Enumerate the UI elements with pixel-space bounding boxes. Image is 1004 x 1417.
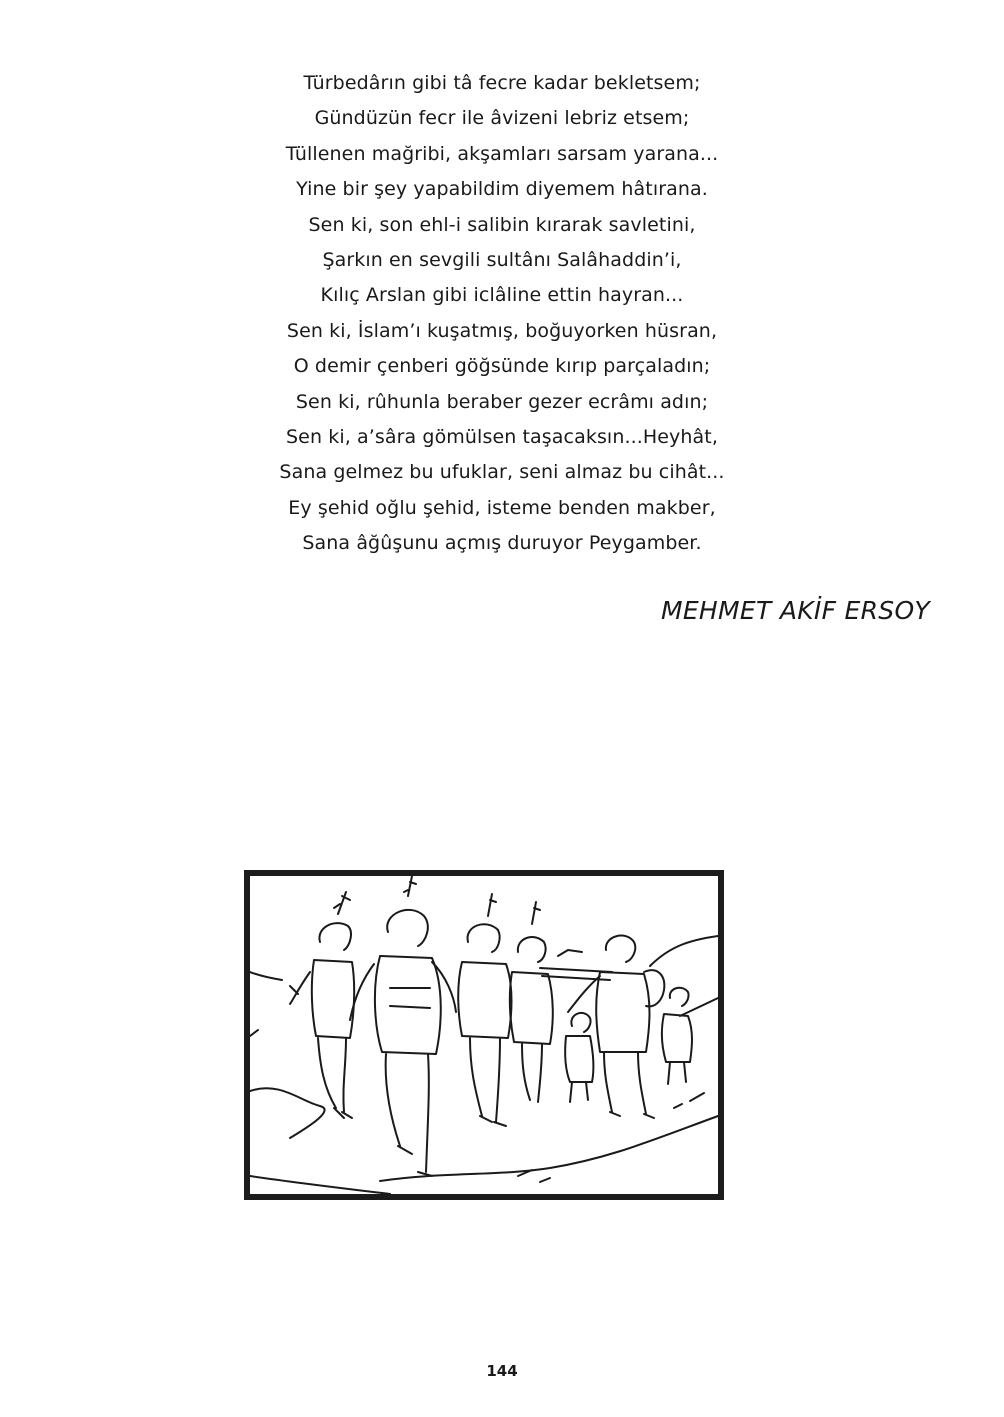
marching-soldiers-sketch-icon <box>250 876 718 1194</box>
poem-line: Sen ki, son ehl-i salibin kırarak savletini, <box>308 213 696 236</box>
page-number: 144 <box>486 1362 518 1380</box>
poem-line: Şarkın en sevgili sultânı Salâhaddin’i, <box>322 248 682 271</box>
poem-line: Sana gelmez bu ufuklar, seni almaz bu cihât... <box>279 461 725 484</box>
poem-line: O demir çenberi göğsünde kırıp parçaladın; <box>293 355 711 378</box>
poem-line: Ey şehid oğlu şehid, isteme benden makber, <box>288 496 716 519</box>
poem-line: Sen ki, İslam’ı kuşatmış, boğuyorken hüsran, <box>286 319 718 342</box>
poem-line: Kılıç Arslan gibi iclâline ettin hayran... <box>320 284 684 307</box>
poem-line: Gündüzün fecr ile âvizeni lebriz etsem; <box>314 107 690 130</box>
poem-line: Sana âğûşunu açmış duruyor Peygamber. <box>302 532 702 555</box>
poem-line: Sen ki, a’sâra gömülsen taşacaksın...Heyhât, <box>286 425 718 448</box>
poem-line: Yine bir şey yapabildim diyemem hâtırana. <box>296 178 708 201</box>
soldiers-illustration <box>244 870 724 1200</box>
poem-line: Sen ki, rûhunla beraber gezer ecrâmı adın; <box>295 390 709 413</box>
author-signature: MEHMET AKİF ERSOY <box>660 596 930 625</box>
poem-stanza <box>0 66 1004 561</box>
poem-line: Türbedârın gibi tâ fecre kadar bekletsem; <box>303 72 701 94</box>
poem-line: Tüllenen mağribi, akşamları sarsam yarana... <box>285 142 719 165</box>
